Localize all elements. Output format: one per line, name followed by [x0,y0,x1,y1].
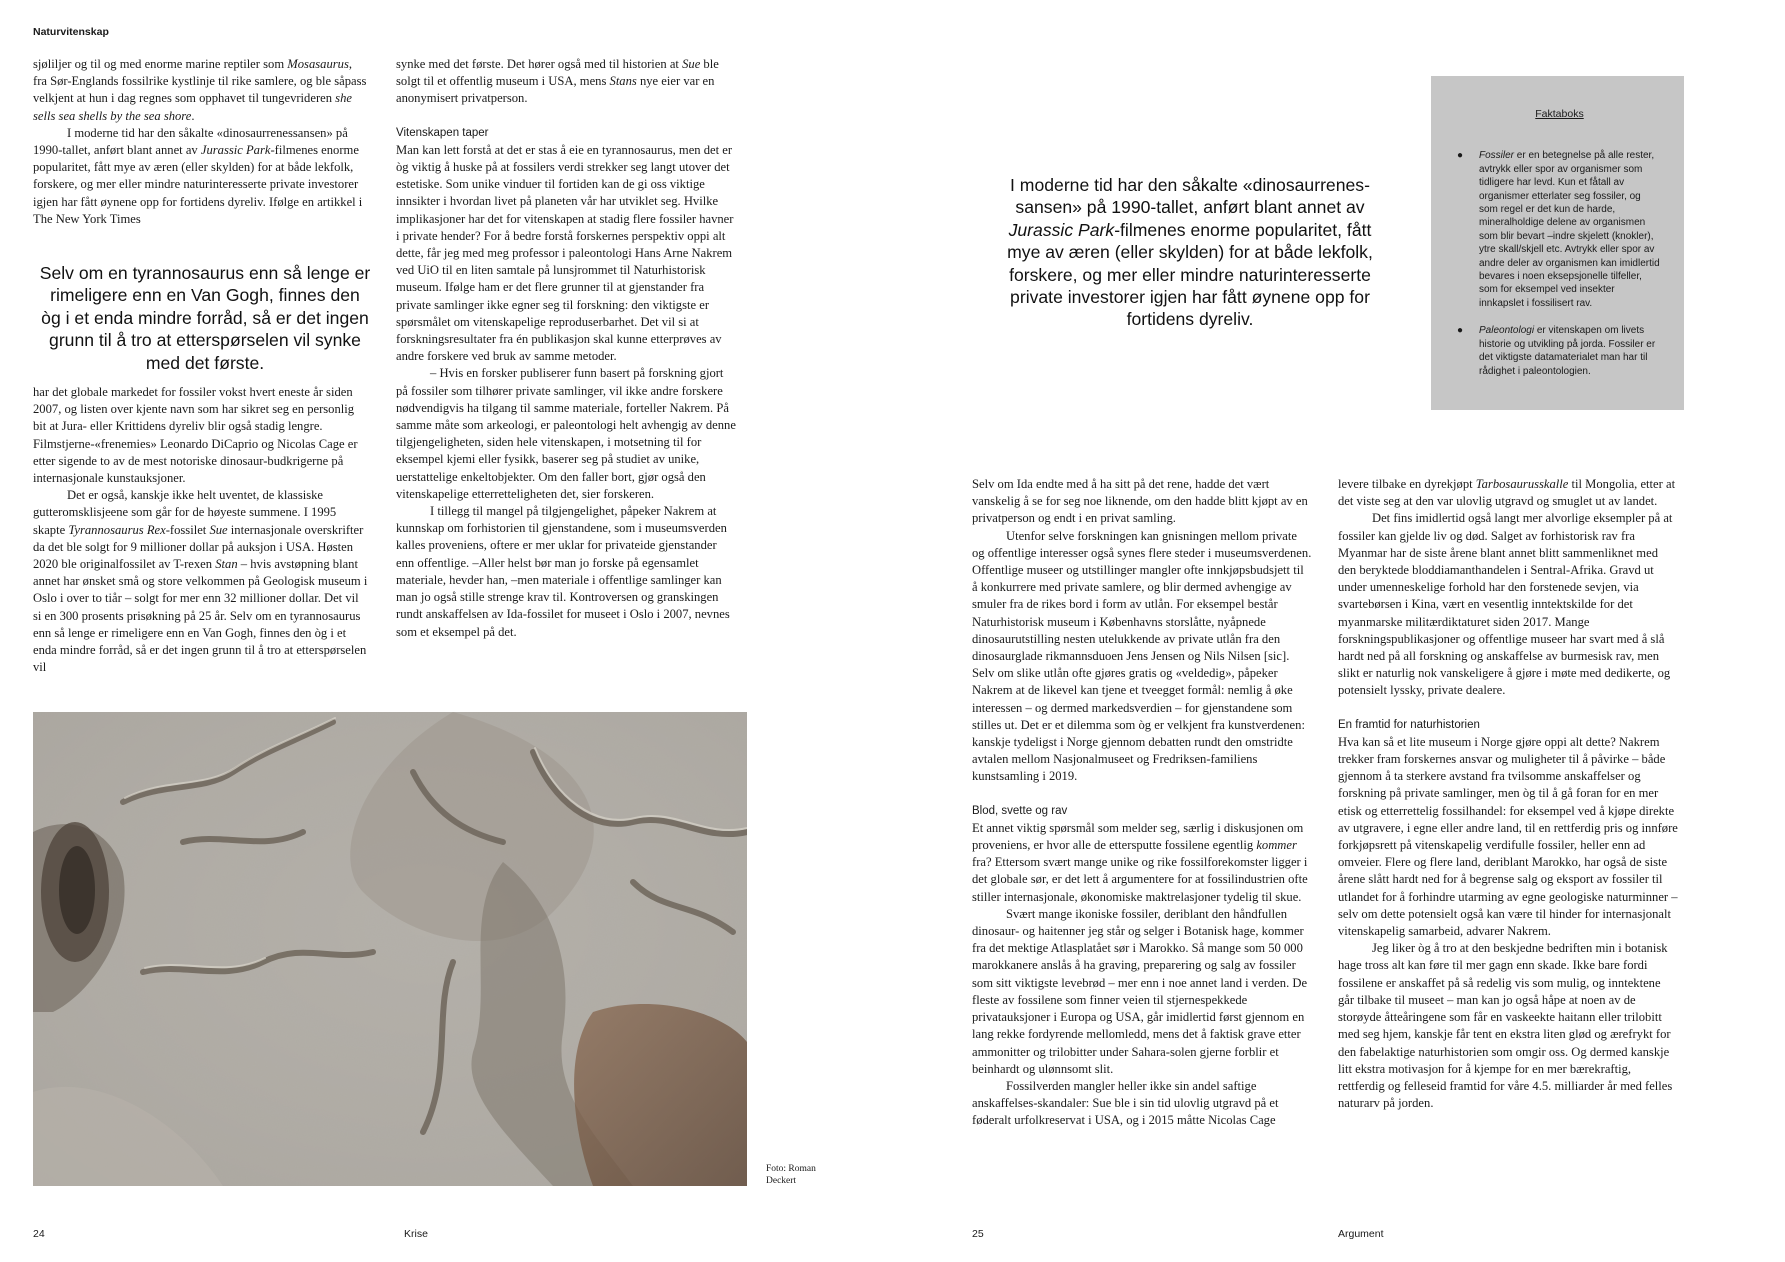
right-pullquote [1004,174,1376,331]
section-heading: Blod, svette og rav [972,804,1068,817]
body-paragraph [972,528,1312,786]
footer-section-left: Krise [404,1228,428,1240]
text-run: Utenfor selve forskningen kan gnisningen mellom private og offentlige interesser også synes flere steder i museumsverdenen. Offentlige museer og utstillinger mangler ofte innkjøpsbudsjett til å konkurrere med private samlere, og blir dermed avhengige av smuler fra de rikes bord i form av utlån. For eksempel består Naturhistorisk museum i Københavns storslåtte, nyåpnede dinosaurutstilling nesten utelukkende av private utlån fra den dinosaurglade rikmannsduoen Jens Jensen og Nils Nilsen [sic]. Selv om slike utlån ofte gjøres gratis og «veldedig», påpeker Nakrem at de likevel kan tjene et tveegget formål: nemlig å øke interessen – og dermed markedsverdien – for gjenstandene som stilles ut. Det er et dilemma som òg er velkjent fra kunstverdenen: kanskje tydeligst i Norge gjennom debatten rundt den omstridte avtalen mellom Nasjonalmuseet og Fredriksen-familiens kunstsamling i 2019. [972,528,1312,784]
text-run: -filmenes enorme popularitet, fått mye av æren (eller skylden) for at både lekfolk, forskere, og mer eller mindre naturinteresserte private investorer igjen har fått øynene opp for fortidens dyreliv. [1007,219,1373,330]
left-col2 [396,56,736,684]
body-paragraph [972,476,1312,528]
running-header: Naturvitenskap [33,26,109,38]
text-run: Hva kan så et lite museum i Norge gjøre oppi alt dette? Nakrem trekker fram forskernes ansvar og muligheter til å påvirke – både gjennom å ta sterkere avstand fra tvilsomme anskaffelser og forskning på private samlinger, men òg til å gå foran for en mer etisk og etterrettelig fossilhandel: for eksempel ved å kjøpe direkte av utgravere, i egne eller andre land, til en rettferdig pris og innføre forkjøpsrett på vitenskapelig verdifulle fossiler, heller enn ad omveier. Flere og flere land, deriblant Marokko, har også de siste årene slått hardt ned for å begrense salg og eksport av fossiler til utlandet for å forhindre utarming av egne geologiske naturminner – selv om dette potensielt også kan være til hinder for internasjonalt vitenskapelig samarbeid, advarer Nakrem. [1338,734,1678,939]
footer-section-right: Argument [1338,1228,1384,1240]
text-run: -fossilet [165,522,210,537]
body-paragraph [972,906,1312,1078]
footer-page-number-right: 25 [972,1228,984,1240]
faktaboks-list [1457,149,1662,378]
italic-text: Stan [215,557,238,572]
faktaboks [1431,76,1684,410]
body-paragraph [33,56,369,125]
text-run: synke med det første. Det hører også med til historien at [396,57,683,71]
text-run: I moderne tid har den såkalte «dinosaurrenessansen» på 1990-tallet, anført blant annet av [1010,175,1370,218]
left-col1-bottom [33,384,369,684]
left-col1-top [33,56,369,234]
footer-page-number-left: 24 [33,1228,45,1240]
body-paragraph [33,487,369,676]
italic-text: Paleontologi [1479,325,1535,337]
italic-text: Stans [609,74,637,89]
body-paragraph [1338,476,1678,510]
italic-text: Jurassic Park [200,143,271,158]
text-run: sjøliljer og til og med enorme marine reptiler som [33,57,288,71]
text-run: I tillegg til mangel på tilgjengelighet, påpeker Nakrem at kunnskap om forhistorien til gjenstandene, som i museumsverden kalles proveniens, oftere er mer uklar for privateide gjenstander enn offentlige. –Aller helst bør man jo forske på egensamlet materiale, hevder han, –men materiale i offentlige samlinger kan man jo også stille strenge krav til. Kontroversen og granskingen rundt anskaffelsen av Ida-fossilet for museet i Oslo i 2007, nevnes som et eksempel på det. [396,504,730,639]
italic-text: Sue [209,522,228,537]
italic-text: Mosasaurus [287,57,349,71]
faktaboks-title: Faktaboks [1535,108,1584,120]
body-paragraph [1338,734,1678,940]
fossil-photo [33,712,747,1186]
text-run: er vitenskapen om livets historie og utvikling på jorda. Fossiler er det viktigste datamaterialet man har til rådighet i paleontologien. [1479,325,1656,377]
text-run: Det er også, kanskje ikke helt uventet, de klassiske gutteromsklisjeene som går for de høyeste summene. I 1995 skapte [33,488,337,537]
italic-text: Sue [682,57,701,71]
faktaboks-item [1457,324,1662,378]
text-run: , fra Sør-Englands fossilrike kystlinje til rike samlere, og ble såpass velkjent at hun i dag regnes som opphavet til tungevrideren [33,57,367,106]
text-run: fra? Ettersom svært mange unike og rike fossilforekomster ligger i det globale sør, er det lett å argumentere for at fossilindustrien ofte stiller internasjonale, økonomiske maktrelasjoner tydelig til skue. [972,855,1308,904]
text-run: . [191,108,195,123]
bullet-icon: ● [1457,150,1464,162]
bullet-icon: ● [1457,325,1464,337]
body-paragraph [1338,510,1678,699]
text-run: til Mongolia, etter at det viste seg at den var ulovlig utgravd og smuglet ut av landet. [1338,477,1676,509]
section-heading: Vitenskapen taper [396,126,489,139]
text-run: nye eier var en anonymisert privatperson. [396,74,715,106]
text-run: Selv om Ida endte med å ha sitt på det rene, hadde det vært vanskelig å se for seg noe liknende, om den hadde blitt kjøpt av en privatperson og endt i en privat samling. [972,477,1308,526]
body-paragraph [396,503,736,641]
text-run: Svært mange ikoniske fossiler, deriblant den håndfullen dinosaur- og haitenner jeg står og selger i Botanisk hage, kommer fra det mektige Atlasplatået sør i Marokko. Så mange som 50 000 marokkanere anslås å ha graving, preparering og salg av fossiler som sitt viktigste levebrød – mer enn i noe annet land i verden. De fleste av fossilene som finner veien til stjernespekkede privatauksjoner i Europa og USA, går imidlertid først gjennom en lang rekke fordyrende mellomledd, mens det å faktisk grave etter ammonitter og trilobitter under Sahara-solen gjerne forblir et beinhardt og ulønnsomt slit. [972,906,1308,1076]
text-run: levere tilbake en dyrekjøpt [1338,477,1476,491]
body-paragraph [33,125,369,228]
body-paragraph [33,384,369,487]
body-paragraph [396,56,736,108]
italic-text: Tyrannosaurus Rex [68,522,166,537]
right-col4 [1338,476,1678,1188]
text-run: Et annet viktig spørsmål som melder seg, særlig i diskusjonen om proveniens, er hvor alle de ettersputte fossilene egentlig [972,820,1304,853]
italic-text: she sells sea shells by the sea shore [33,91,352,123]
text-run: ble solgt til et offentlig museum i USA, mens [396,57,719,89]
text-run: – Hvis en forsker publiserer funn basert på forskning gjort på fossiler som tilhører private samlinger, vil ikke andre forskere nødvendigvis ha tilgang til samme materiale, forteller Nakrem. På samme måte som arkeologi, er paleontologi helt avhengig av denne tilgjengeligheten, siden hele vitenskapen, i motsetning til for eksempel kjemi eller fysikk, baserer seg på studiet av unike, uerstattelige enkeltobjekter. Om den faller bort, gjør også den vitenskapelige etterretteligheten det, sier forskeren. [396,366,736,501]
text-run: har det globale markedet for fossiler vokst hvert eneste år siden 2007, og listen over kjente navn som har sikret seg en personlig bit at Jura- eller Krittidens dyreliv blir også stadig lengre. Filmstjerne-«frenemies» Leonardo DiCaprio og Nicolas Cage er etter sigende to av de mest notoriske dinosaur-budkrigerne på internasjonale kunstauksjoner. [33,385,358,486]
text-run: Man kan lett forstå at det er stas å eie en tyrannosaurus, men det er òg viktig å huske på at fossilers verdi strekker seg langt utover det estetiske. Som unike vinduer til fortiden kan de gi oss viktige innsikter i hvordan livet på planeten vår har utviklet seg. Hvilke implikasjoner har det for vitenskapen at stadig flere fossiler havner i private hender? For å bedre forstå forskernes perspektiv oppi alt dette, får jeg med meg professor i paleontologi Hans Arne Nakrem ved UiO til en liten samtale på lunsjrommet til Naturhistorisk museum. Ifølge ham er det flere grunner til at gjenstander fra private samlinger ikke egner seg til forskning: den viktigste er spørsmålet om vitenskapelige reproduserbarhet. Det vil si at forskningsresultater fra én publikasjon skal kunne etterprøves av andre forskere ved bruk av samme metoder. [396,142,734,364]
photo-credit: Foto: Roman Deckert [766,1164,816,1186]
text-run: er en betegnelse på alle rester, avtrykk eller spor av organismer som tidligere har levd. Kun et fåtall av organismer etterlater seg fossiler, og som regel er det kun de harde, mineralholdige delene av organismen som blir bevart –indre skjelett (knokler), ytre skall/skjell etc. Avtrykk eller spor av andre deler av organismen kan imidlertid bevares i noen eksepsjonelle tilfeller, som for eksempel ved insekter innkapslet i fossilisert rav. [1479,150,1660,309]
body-paragraph [1338,940,1678,1112]
right-col3 [972,476,1312,1188]
text-run: -filmenes enorme popularitet, fått mye av æren (eller skylden) for at både lekfolk, forskere, og mer eller mindre naturinteresserte private investorer igjen har fått øynene opp for fortidens dyreliv. Ifølge en artikkel i The New York Times [33,143,363,226]
left-pullquote: Selv om en tyrannosaurus enn så lenge er rimeligere enn en Van Gogh, finnes den òg i et enda mindre forråd, så er det ingen grunn til å tro at etterspørselen vil synke med det første. [39,263,371,373]
text-run: Fossilverden mangler heller ikke sin andel saftige anskaffelses-skandaler: Sue ble i sin tid ulovlig utgravd på et føderalt urfolkreservat i USA, og i 2015 måtte Nicolas Cage [972,1078,1279,1128]
body-paragraph [396,142,736,366]
body-paragraph [972,820,1312,906]
italic-text: Fossiler [1479,150,1515,162]
text-run: internasjonale overskrifter da det ble solgt for 9 millioner dollar på auksjon i USA. Høsten 2020 ble originalfossilet av T-rexen [33,522,364,572]
italic-text: Tarbosaurusskalle [1475,477,1569,491]
body-paragraph [972,1078,1312,1130]
italic-text: kommer [1256,838,1297,853]
text-run: Det fins imidlertid også langt mer alvorlige eksempler på at fossiler kan gjelde liv og død. Salget av forhistorisk rav fra Myanmar har de siste årene blant annet blitt sammenliknet med den beryktede bloddiamanthandelen i Sentral-Afrika. Gravd ut under umenneskelige forhold har den forstenede sevjen, via svartebørsen i Kina, vært en vesentlig inntektskilde for det myanmarske militærdiktaturet siden 2017. Mange forskningspublikasjoner og offentlige museer har svart med å slå hardt ned på all forskning og anskaffelse av burmesisk rav, men slikt er naturlig nok vanskeligere å gjøre i møte med dedikerte, og potensielt lyssky, private dealere. [1338,511,1673,698]
faktaboks-item [1457,149,1662,310]
section-heading: En framtid for naturhistorien [1338,718,1480,731]
text-run: I moderne tid har den såkalte «dinosaurrenessansen» på 1990-tallet, anført blant annet av [33,125,348,158]
body-paragraph [396,365,736,503]
italic-text: Jurassic Park [1008,219,1115,240]
text-run: – hvis avstøpning blant annet har ønsket små og store velkommen på Geologisk museum i Oslo i over to tiår – solgt for mer enn 32 millioner dollar. Det vil si en 300 prosents prisøkning på 25 år. Selv om en tyrannosaurus enn så lenge er rimeligere enn en Van Gogh, finnes den òg i et enda mindre forråd, så er det ingen grunn til å tro at etterspørselen vil [33,557,368,675]
text-run: Jeg liker òg å tro at den beskjedne bedriften min i botanisk hage tross alt kan føre til mer gagn enn skade. Ikke bare fordi fossilene er anskaffet på så redelig vis som mulig, og inntektene går tilbake til museet – man kan jo også håpe at noen av de storøyde åtteåringene som får en vaskeekte haitann eller trilobitt med seg hjem, kanskje får tent en ekstra liten glød og ærefrykt for den fabelaktige naturhistorien som omgir oss. Og dermed kanskje litt ekstra motivasjon for å kjempe for en mer bærekraftig, rettferdig og felleseid framtid for våre 4.5. milliarder år med felles naturarv på jorden. [1338,941,1673,1111]
